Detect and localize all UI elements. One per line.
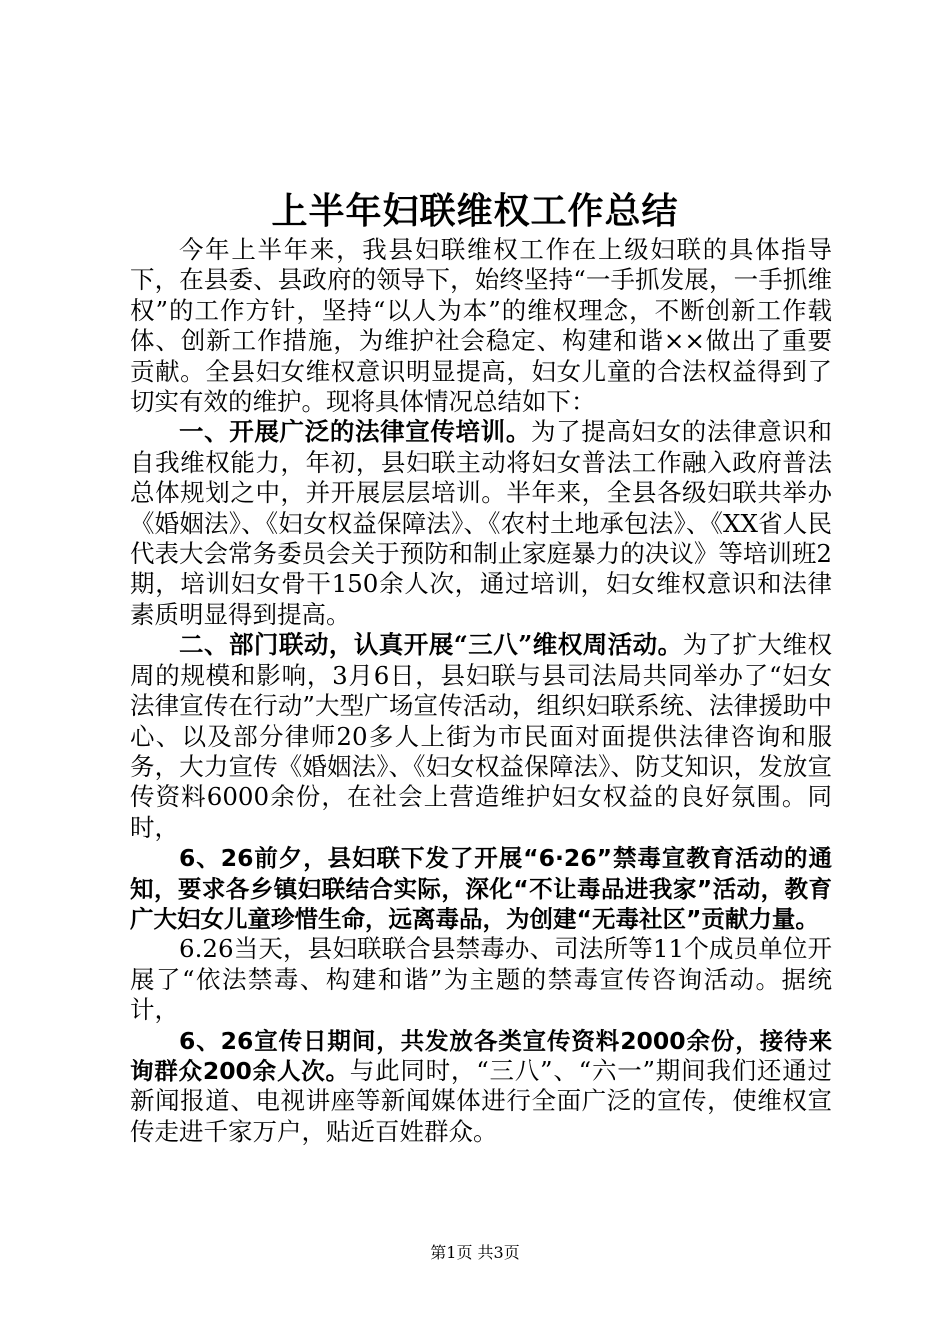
paragraph-text: 为了扩大维权周的规模和影响，3月6日，县妇联与县司法局共同举办了“妇女法律宣传在行动”大型广场宣传活动，组织妇联系统、法律援助中心、以及部分律师20多人上街为市民面对面提供法律咨询和服务，大力宣传《婚姻法》、《妇女权益保障法》、防艾知识，发放宣传资料6000余份，在社会上营造维护妇女权益的良好氛围。同时， — [130, 630, 833, 842]
document-title: 上半年妇联维权工作总结 — [271, 190, 679, 232]
section-heading-rights-week: 二、部门联动，认真开展“三八”维权周活动。 — [179, 630, 683, 660]
paragraph-text: 与此同时，“三八”、“六一”期间我们还通过新闻报道、电视讲座等新闻媒体进行全面广泛的宣传，使维权宣传走进千家万户，贴近百姓群众。 — [130, 1055, 832, 1146]
section-heading-legal-training: 一、开展广泛的法律宣传培训。 — [179, 417, 531, 447]
paragraph-text: 今年上半年来，我县妇联维权工作在上级妇联的具体指导下，在县委、县政府的领导下，始终坚持“一手抓发展，一手抓维权”的工作方针，坚持“以人为本”的维权理念，不断创新工作载体、创新工作措施，为维护社会稳定、构建和谐××做出了重要贡献。全县妇女维权意识明显提高，妇女儿童的合法权益得到了切实有效的维护。现将具体情况总结如下： — [130, 235, 832, 417]
paragraph-intro — [130, 235, 832, 417]
paragraph-section-1 — [130, 417, 832, 630]
paragraph-anti-drug-day — [130, 934, 832, 1025]
document-body — [130, 235, 832, 1147]
paragraph-bold-text: 6、26前夕，县妇联下发了开展“6·26”禁毒宣教育活动的通知，要求各乡镇妇联结合实际，深化“不让毒品进我家”活动，教育广大妇女儿童珍惜生命，远离毒品，为创建“无毒社区”贡献力量。 — [130, 844, 832, 933]
paragraph-anti-drug-notice — [130, 843, 832, 934]
page-number-footer: 第1页 共3页 — [430, 1243, 520, 1262]
paragraph-publicity-stats — [130, 1026, 832, 1148]
paragraph-section-2 — [130, 630, 832, 843]
paragraph-text: 6.26当天，县妇联联合县禁毒办、司法所等11个成员单位开展了“依法禁毒、构建和谐”为主题的禁毒宣传咨询活动。据统计， — [130, 934, 832, 1025]
paragraph-bold-text: 6、26宣传日期间，共发放各类宣传资料2000余份，接待来询群众200余人次。 — [130, 1026, 832, 1085]
paragraph-text: 为了提高妇女的法律意识和自我维权能力，年初，县妇联主动将妇女普法工作融入政府普法总体规划之中，并开展层层培训。半年来，全县各级妇联共举办《婚姻法》、《妇女权益保障法》、《农村土地承包法》、《XX省人民代表大会常务委员会关于预防和制止家庭暴力的决议》等培训班2期，培训妇女骨干150余人次，通过培训，妇女维权意识和法律素质明显得到提高。 — [130, 417, 833, 629]
